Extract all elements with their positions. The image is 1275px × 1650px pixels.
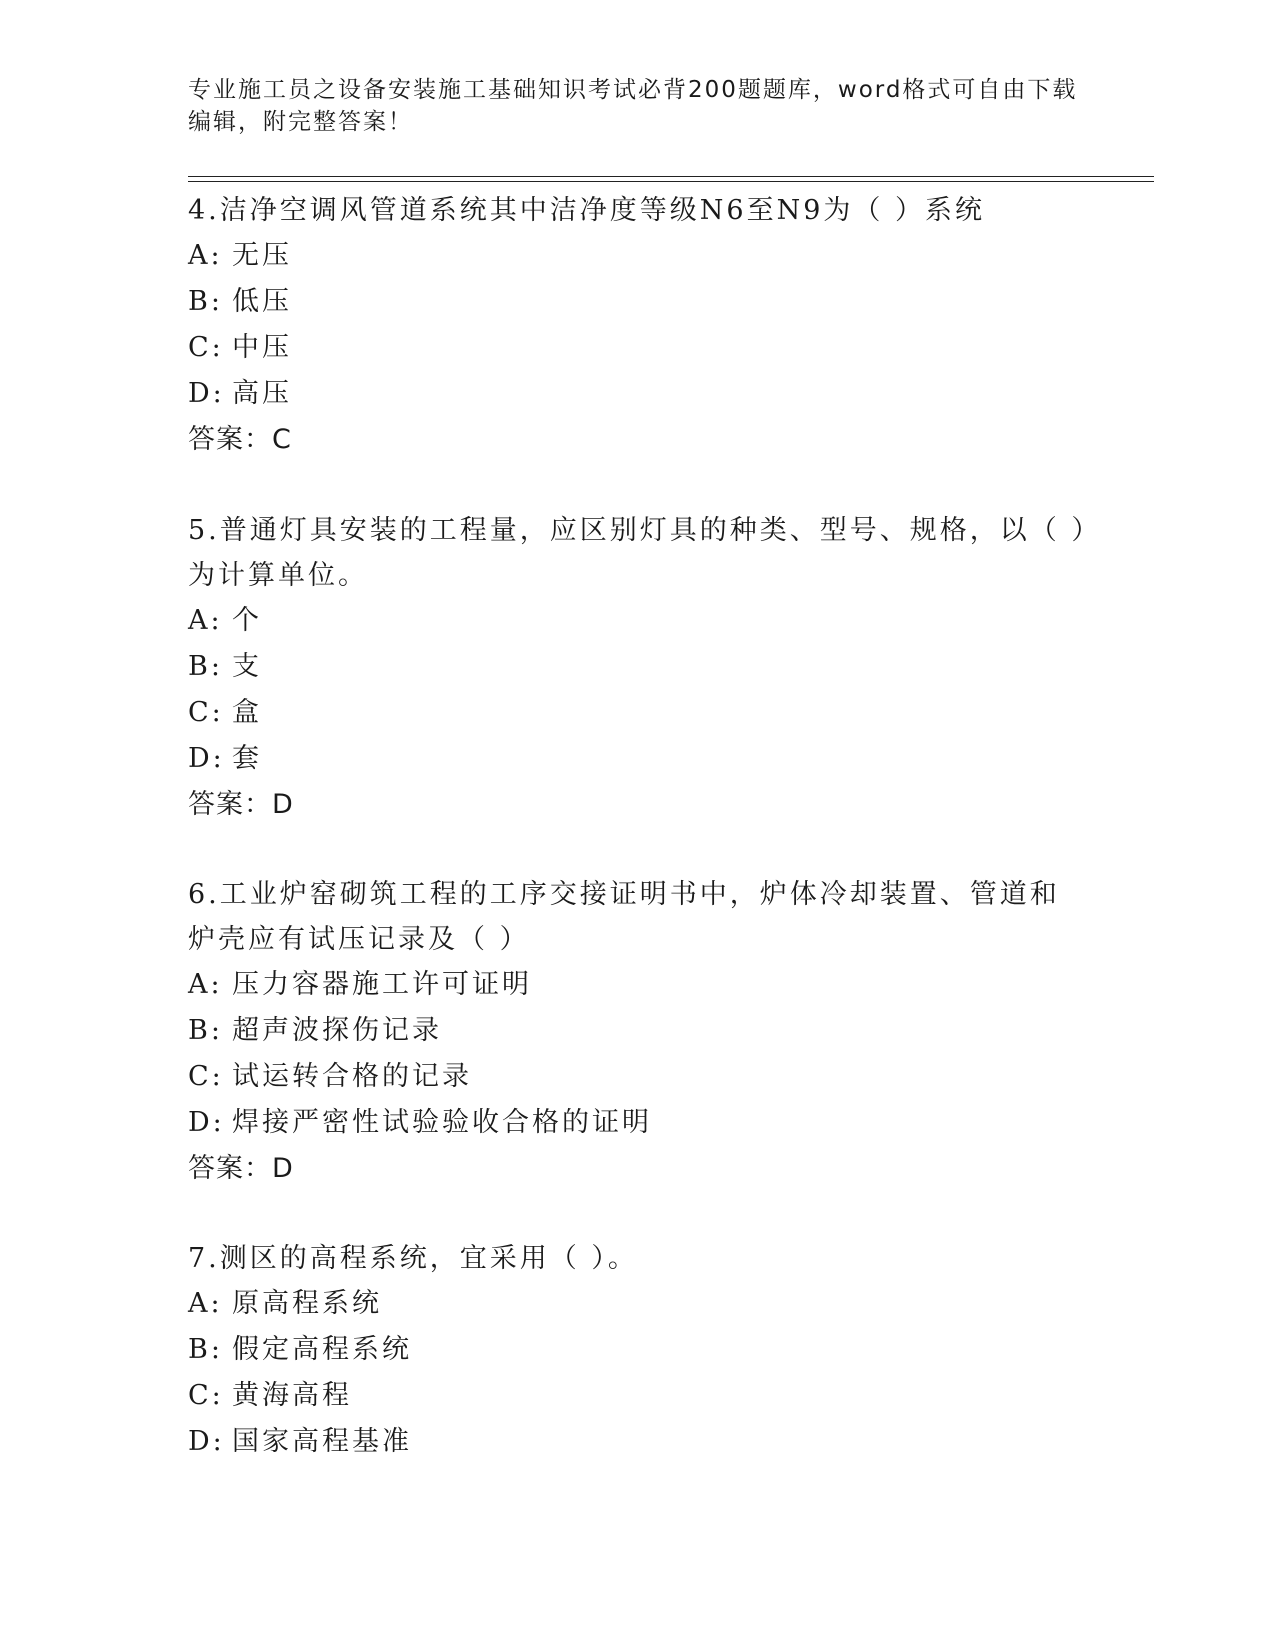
option-text: 焊接严密性试验验收合格的证明	[232, 1107, 652, 1138]
question-4	[188, 188, 1088, 463]
answer-line: 答案：D	[188, 1153, 294, 1184]
document-header	[188, 74, 1088, 138]
option-text: 套	[232, 743, 262, 774]
question-5	[188, 508, 1088, 828]
option-text: 假定高程系统	[232, 1334, 412, 1365]
option-label: C:	[188, 1380, 224, 1411]
option-text: 超声波探伤记录	[232, 1015, 442, 1046]
option-label: A:	[188, 240, 223, 271]
option-text: 个	[232, 605, 262, 636]
option-c	[188, 1373, 1088, 1419]
option-text: 试运转合格的记录	[232, 1061, 472, 1092]
option-label: C:	[188, 697, 224, 728]
option-a	[188, 233, 1088, 279]
option-text: 高压	[232, 378, 292, 409]
option-label: B:	[188, 286, 223, 317]
header-divider-top	[188, 176, 1154, 177]
option-text: 国家高程基准	[232, 1426, 412, 1457]
option-text: 黄海高程	[232, 1380, 352, 1411]
question-text: 7.测区的高程系统，宜采用（ ）。	[188, 1243, 638, 1274]
option-c	[188, 690, 1088, 736]
option-text: 低压	[232, 286, 292, 317]
option-b	[188, 1008, 1088, 1054]
option-label: A:	[188, 1288, 223, 1319]
option-label: A:	[188, 605, 223, 636]
option-text: 支	[232, 651, 262, 682]
option-b	[188, 1327, 1088, 1373]
question-text: 4.洁净空调风管道系统其中洁净度等级N6至N9为（ ）系统	[188, 195, 985, 226]
option-d	[188, 1100, 1088, 1146]
option-d	[188, 371, 1088, 417]
option-b	[188, 279, 1088, 325]
option-label: D:	[188, 1426, 225, 1457]
option-label: D:	[188, 743, 225, 774]
option-d	[188, 736, 1088, 782]
option-d	[188, 1419, 1088, 1465]
option-label: B:	[188, 1015, 223, 1046]
question-6	[188, 872, 1088, 1192]
option-label: D:	[188, 378, 225, 409]
question-7	[188, 1236, 1088, 1465]
option-label: A:	[188, 969, 223, 1000]
option-label: B:	[188, 1334, 223, 1365]
option-label: C:	[188, 1061, 224, 1092]
option-a	[188, 1281, 1088, 1327]
option-text: 盒	[232, 697, 262, 728]
header-line-2: 编辑，附完整答案！	[188, 109, 413, 135]
option-text: 压力容器施工许可证明	[232, 969, 532, 1000]
option-text: 无压	[232, 240, 292, 271]
option-b	[188, 644, 1088, 690]
option-a	[188, 598, 1088, 644]
option-text: 中压	[232, 332, 292, 363]
question-text: 6.工业炉窑砌筑工程的工序交接证明书中，炉体冷却装置、管道和炉壳应有试压记录及（ ）	[188, 879, 1060, 955]
option-label: C:	[188, 332, 224, 363]
header-line-1: 专业施工员之设备安装施工基础知识考试必背200题题库，word格式可自由下载	[188, 77, 1078, 103]
option-c	[188, 1054, 1088, 1100]
option-c	[188, 325, 1088, 371]
answer-line: 答案：D	[188, 789, 294, 820]
answer-line: 答案：C	[188, 424, 292, 455]
option-label: B:	[188, 651, 223, 682]
question-text: 5.普通灯具安装的工程量，应区别灯具的种类、型号、规格，以（ ）为计算单位。	[188, 515, 1088, 591]
header-divider-bottom	[188, 181, 1154, 182]
option-label: D:	[188, 1107, 225, 1138]
option-a	[188, 962, 1088, 1008]
option-text: 原高程系统	[232, 1288, 382, 1319]
